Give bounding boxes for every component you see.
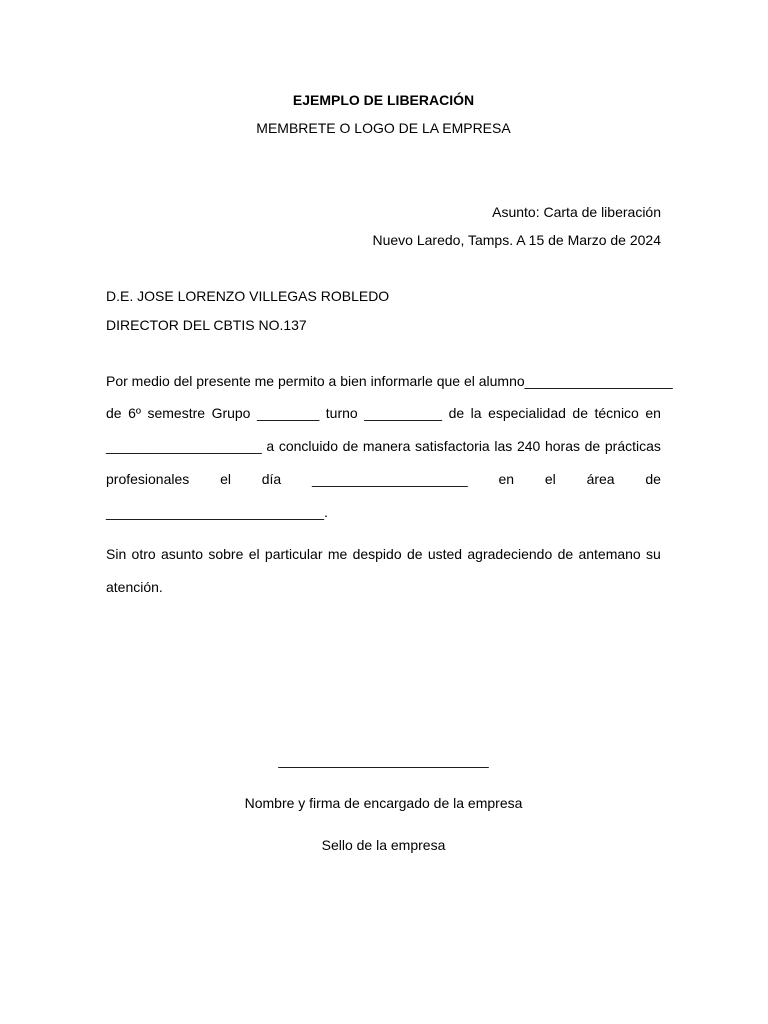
word: me <box>327 546 348 562</box>
word: de <box>557 546 574 562</box>
word: despido <box>352 546 402 562</box>
recipient-name: D.E. JOSE LORENZO VILLEGAS ROBLEDO <box>106 288 390 304</box>
signature-label: Nombre y firma de encargado de la empresa <box>244 795 523 811</box>
word: prácticas <box>604 438 661 454</box>
word: especialidad <box>488 405 566 421</box>
company-stamp-label: Sello de la empresa <box>321 837 446 853</box>
word: ________ <box>256 405 320 421</box>
word: antemano <box>578 546 641 562</box>
word: de <box>448 405 465 421</box>
word: 240 <box>516 438 541 454</box>
word: usted <box>427 546 463 562</box>
body-line-5: ____________________________. <box>106 504 328 520</box>
word: área <box>586 471 615 487</box>
body-line-3 <box>106 437 661 455</box>
word: el <box>544 471 556 487</box>
word: ____________________ <box>106 438 262 454</box>
word: Grupo <box>211 405 251 421</box>
word: asunto <box>160 546 204 562</box>
word: turno <box>325 405 358 421</box>
word: horas <box>544 438 580 454</box>
word: sobre <box>208 546 244 562</box>
body-line-2 <box>106 404 661 422</box>
word: 6º <box>128 405 141 421</box>
word: profesionales <box>106 471 190 487</box>
word: el <box>220 471 231 487</box>
word: de <box>406 546 423 562</box>
word: técnico <box>594 405 639 421</box>
word: de <box>572 405 588 421</box>
word: particular <box>264 546 323 562</box>
word: de <box>645 471 661 487</box>
word: de <box>342 438 359 454</box>
document-title: EJEMPLO DE LIBERACIÓN <box>292 92 475 108</box>
closing-line-1 <box>106 545 661 563</box>
word: día <box>261 471 282 487</box>
letterhead-placeholder: MEMBRETE O LOGO DE LA EMPRESA <box>256 120 511 136</box>
word: el <box>248 546 260 562</box>
word: agradeciendo <box>467 546 553 562</box>
word: de <box>584 438 601 454</box>
word: semestre <box>147 405 206 421</box>
subject-line: Asunto: Carta de liberación <box>492 204 661 220</box>
recipient-position: DIRECTOR DEL CBTIS NO.137 <box>106 317 307 333</box>
body-line-1: Por medio del presente me permito a bien informarle que el alumno___________________ <box>106 373 673 389</box>
word: concluido <box>278 438 338 454</box>
word: las <box>494 438 513 454</box>
word: manera <box>362 438 411 454</box>
word: en <box>498 471 515 487</box>
word: de <box>106 405 122 421</box>
word: __________ <box>364 405 443 421</box>
closing-line-2: atención. <box>106 579 163 595</box>
word: otro <box>131 546 156 562</box>
word: su <box>646 546 661 562</box>
word: en <box>645 405 661 421</box>
word: ____________________ <box>312 471 468 487</box>
word: la <box>470 405 482 421</box>
word: Sin <box>106 546 127 562</box>
place-date-line: Nuevo Laredo, Tamps. A 15 de Marzo de 2024 <box>372 232 661 248</box>
body-line-4 <box>106 470 661 488</box>
word: satisfactoria <box>415 438 490 454</box>
word: a <box>266 438 275 454</box>
signature-line: ___________________________ <box>278 752 489 768</box>
